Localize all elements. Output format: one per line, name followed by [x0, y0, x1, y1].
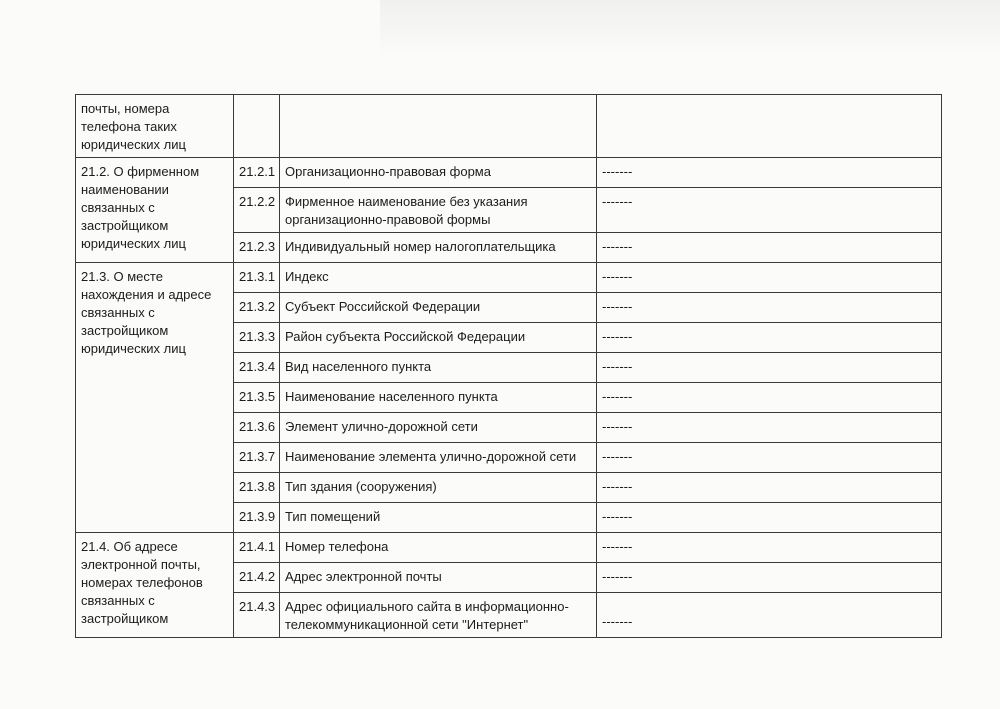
value-cell: -------	[597, 533, 942, 563]
code-cell: 21.3.7	[234, 443, 280, 473]
name-cell: Адрес электронной почты	[280, 563, 597, 593]
name-cell: Вид населенного пункта	[280, 353, 597, 383]
disclosure-table	[75, 94, 942, 638]
name-cell: Район субъекта Российской Федерации	[280, 323, 597, 353]
section-cell: 21.4. Об адресе электронной почты, номерах телефонов связанных с застройщиком	[76, 533, 234, 638]
value-cell: -------	[597, 383, 942, 413]
name-cell: Индивидуальный номер налогоплательщика	[280, 233, 597, 263]
code-cell: 21.3.6	[234, 413, 280, 443]
code-cell: 21.3.2	[234, 293, 280, 323]
code-cell: 21.2.2	[234, 188, 280, 233]
code-cell: 21.3.9	[234, 503, 280, 533]
value-cell: -------	[597, 473, 942, 503]
value-cell: -------	[597, 563, 942, 593]
table-row	[76, 95, 942, 158]
value-cell: -------	[597, 413, 942, 443]
value-cell: -------	[597, 233, 942, 263]
scan-shadow	[380, 0, 1000, 62]
name-cell: Индекс	[280, 263, 597, 293]
code-cell: 21.4.3	[234, 593, 280, 638]
name-cell	[280, 95, 597, 158]
value-cell: -------	[597, 293, 942, 323]
name-cell: Фирменное наименование без указания организационно-правовой формы	[280, 188, 597, 233]
code-cell: 21.4.1	[234, 533, 280, 563]
value-cell: -------	[597, 323, 942, 353]
section-cell: 21.2. О фирменном наименовании связанных с застройщиком юридических лиц	[76, 158, 234, 263]
section-cell: 21.3. О месте нахождения и адресе связанных с застройщиком юридических лиц	[76, 263, 234, 533]
code-cell: 21.2.3	[234, 233, 280, 263]
code-cell: 21.2.1	[234, 158, 280, 188]
name-cell: Тип здания (сооружения)	[280, 473, 597, 503]
name-cell: Адрес официального сайта в информационно-телекоммуникационной сети "Интернет"	[280, 593, 597, 638]
value-cell: -------	[597, 353, 942, 383]
value-cell: -------	[597, 503, 942, 533]
value-cell: -------	[597, 593, 942, 638]
name-cell: Номер телефона	[280, 533, 597, 563]
code-cell: 21.4.2	[234, 563, 280, 593]
name-cell: Субъект Российской Федерации	[280, 293, 597, 323]
code-cell: 21.3.8	[234, 473, 280, 503]
table-row	[76, 263, 942, 293]
value-cell: -------	[597, 263, 942, 293]
value-cell	[597, 95, 942, 158]
name-cell: Элемент улично-дорожной сети	[280, 413, 597, 443]
name-cell: Наименование элемента улично-дорожной сети	[280, 443, 597, 473]
code-cell	[234, 95, 280, 158]
section-cell: почты, номера телефона таких юридических лиц	[76, 95, 234, 158]
table-row	[76, 533, 942, 563]
table-row	[76, 158, 942, 188]
code-cell: 21.3.3	[234, 323, 280, 353]
value-cell: -------	[597, 443, 942, 473]
name-cell: Тип помещений	[280, 503, 597, 533]
value-cell: -------	[597, 188, 942, 233]
value-cell: -------	[597, 158, 942, 188]
name-cell: Организационно-правовая форма	[280, 158, 597, 188]
name-cell: Наименование населенного пункта	[280, 383, 597, 413]
code-cell: 21.3.1	[234, 263, 280, 293]
code-cell: 21.3.4	[234, 353, 280, 383]
code-cell: 21.3.5	[234, 383, 280, 413]
